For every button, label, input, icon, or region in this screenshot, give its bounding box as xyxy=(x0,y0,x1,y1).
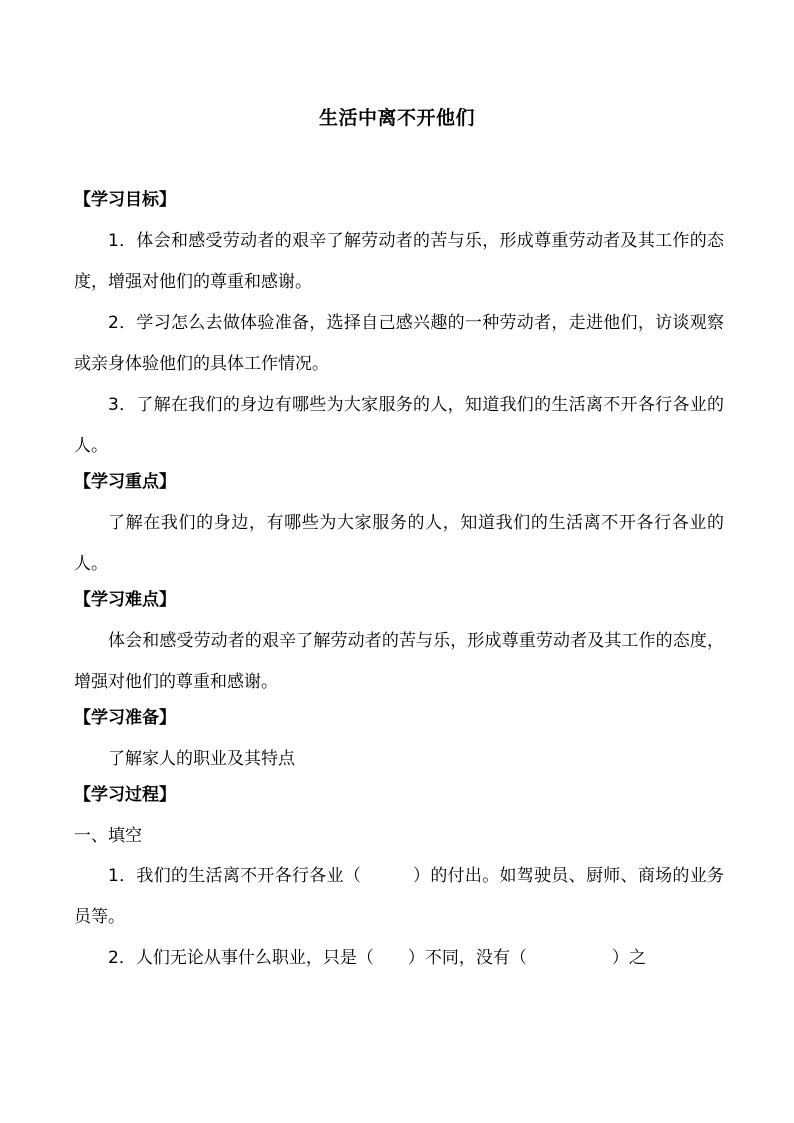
part-one-title: 一、填空 xyxy=(74,826,142,846)
fill-blank-question-1: 1．我们的生活离不开各行各业（ ）的付出。如驾驶员、厨师、商场的业务员等。 xyxy=(74,866,724,927)
difficulties-text: 体会和感受劳动者的艰辛了解劳动者的苦与乐，形成尊重劳动者及其工作的态度，增强对他们的尊重和感谢。 xyxy=(74,631,724,692)
key-points-text: 了解在我们的身边，有哪些为大家服务的人，知道我们的生活离不开各行各业的人。 xyxy=(74,513,724,574)
document-title: 生活中离不开他们 xyxy=(318,107,475,129)
objective-item-3: 3．了解在我们的身边有哪些为大家服务的人，知道我们的生活离不开各行各业的人。 xyxy=(74,395,724,456)
heading-difficulties: 【学习难点】 xyxy=(74,590,176,610)
heading-preparation: 【学习准备】 xyxy=(74,708,176,728)
preparation-text: 了解家人的职业及其特点 xyxy=(108,749,295,769)
objective-item-2: 2．学习怎么去做体验准备，选择自己感兴趣的一种劳动者，走进他们，访谈观察或亲身体验他们的具体工作情况。 xyxy=(74,313,724,374)
fill-blank-question-2: 2．人们无论从事什么职业，只是（ ）不同，没有（ ）之 xyxy=(108,948,646,968)
document-body xyxy=(74,186,724,979)
objective-item-1: 1．体会和感受劳动者的艰辛了解劳动者的苦与乐，形成尊重劳动者及其工作的态度，增强对他们的尊重和感谢。 xyxy=(74,231,724,292)
heading-objectives: 【学习目标】 xyxy=(74,190,176,210)
heading-key-points: 【学习重点】 xyxy=(74,472,176,492)
heading-process: 【学习过程】 xyxy=(74,785,176,805)
